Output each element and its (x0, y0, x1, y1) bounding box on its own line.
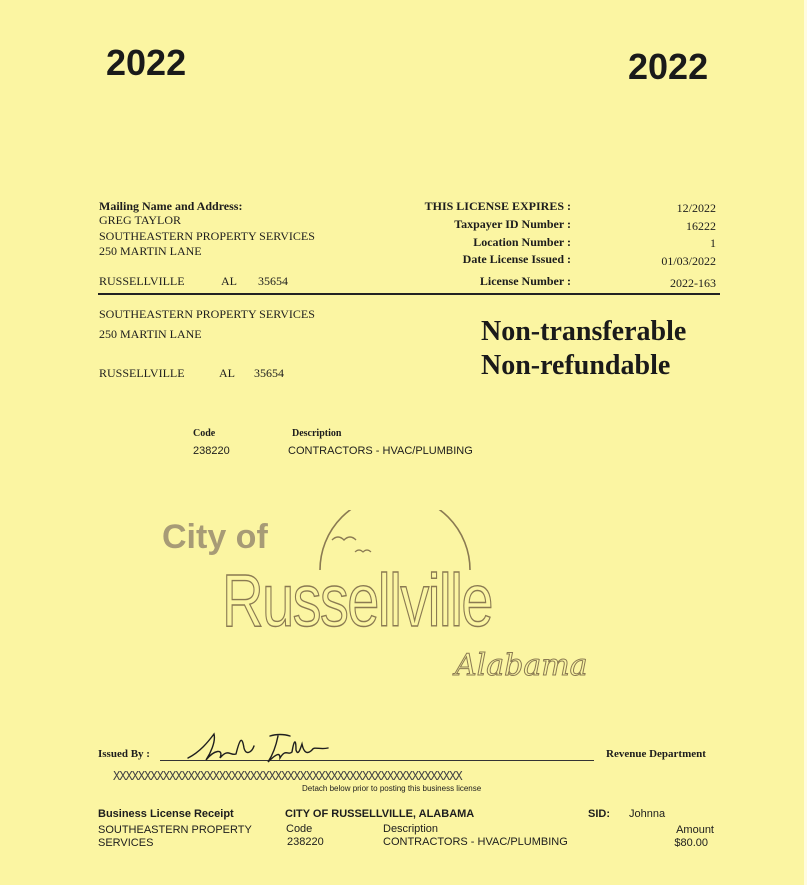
non-refundable-notice: Non-refundable (481, 350, 671, 381)
mailing-name: GREG TAYLOR (99, 213, 182, 227)
receipt-title: Business License Receipt (98, 808, 234, 820)
business-city: RUSSELLVILLE (99, 366, 185, 380)
location-label: Location Number : (473, 235, 571, 249)
location-value: 1 (710, 236, 716, 250)
taxpayer-value: 16222 (686, 219, 716, 233)
detach-note: Detach below prior to posting this business license (302, 784, 482, 793)
mailing-label: Mailing Name and Address: (99, 199, 243, 213)
logo-alabama: Alabama (455, 648, 588, 683)
issued-label: Date License Issued : (462, 252, 571, 266)
receipt-company-line2: SERVICES (98, 837, 154, 849)
year-right: 2022 (628, 46, 709, 87)
signature-mark (180, 728, 350, 768)
expires-value: 12/2022 (676, 201, 716, 215)
non-transferable-notice: Non-transferable (481, 316, 687, 347)
mailing-company: SOUTHEASTERN PROPERTY SERVICES (99, 229, 315, 243)
receipt-company-line1: SOUTHEASTERN PROPERTY (98, 824, 252, 836)
receipt-sid-label: SID: (588, 808, 610, 820)
business-state: AL (219, 366, 235, 380)
logo-city-of: City of (162, 518, 268, 556)
department-label: Revenue Department (606, 748, 706, 760)
classification-code: 238220 (193, 445, 230, 457)
logo-russellville: Russellville (222, 559, 492, 642)
issued-value: 01/03/2022 (661, 254, 716, 268)
mailing-state: AL (221, 274, 237, 288)
business-company: SOUTHEASTERN PROPERTY SERVICES (99, 307, 315, 321)
mailing-city: RUSSELLVILLE (99, 274, 185, 288)
license-number-label: License Number : (479, 274, 571, 288)
code-header: Code (193, 428, 216, 439)
receipt-amount: $80.00 (674, 837, 708, 849)
taxpayer-label: Taxpayer ID Number : (454, 217, 571, 231)
year-left: 2022 (106, 42, 187, 83)
receipt-code-header: Code (286, 823, 313, 835)
receipt-amount-header: Amount (676, 824, 714, 836)
receipt-description-header: Description (383, 823, 439, 835)
mailing-zip: 35654 (258, 274, 288, 288)
issued-by-label: Issued By : (98, 748, 150, 760)
license-number-value: 2022-163 (670, 276, 716, 290)
description-header: Description (292, 428, 342, 439)
divider-rule (98, 293, 720, 295)
classification-description: CONTRACTORS - HVAC/PLUMBING (288, 445, 473, 457)
mailing-street: 250 MARTIN LANE (99, 244, 202, 258)
receipt-code: 238220 (287, 836, 324, 848)
city-logo (150, 510, 630, 700)
perforation-row: XXXXXXXXXXXXXXXXXXXXXXXXXXXXXXXXXXXXXXXXXXXXXXXXXXXXXXXX (113, 769, 462, 783)
business-street: 250 MARTIN LANE (99, 327, 202, 341)
business-zip: 35654 (254, 366, 284, 380)
receipt-city: CITY OF RUSSELLVILLE, ALABAMA (285, 808, 475, 820)
receipt-sid-value: Johnna (629, 808, 666, 820)
expires-label: THIS LICENSE EXPIRES : (424, 199, 571, 213)
receipt-description: CONTRACTORS - HVAC/PLUMBING (383, 836, 568, 848)
